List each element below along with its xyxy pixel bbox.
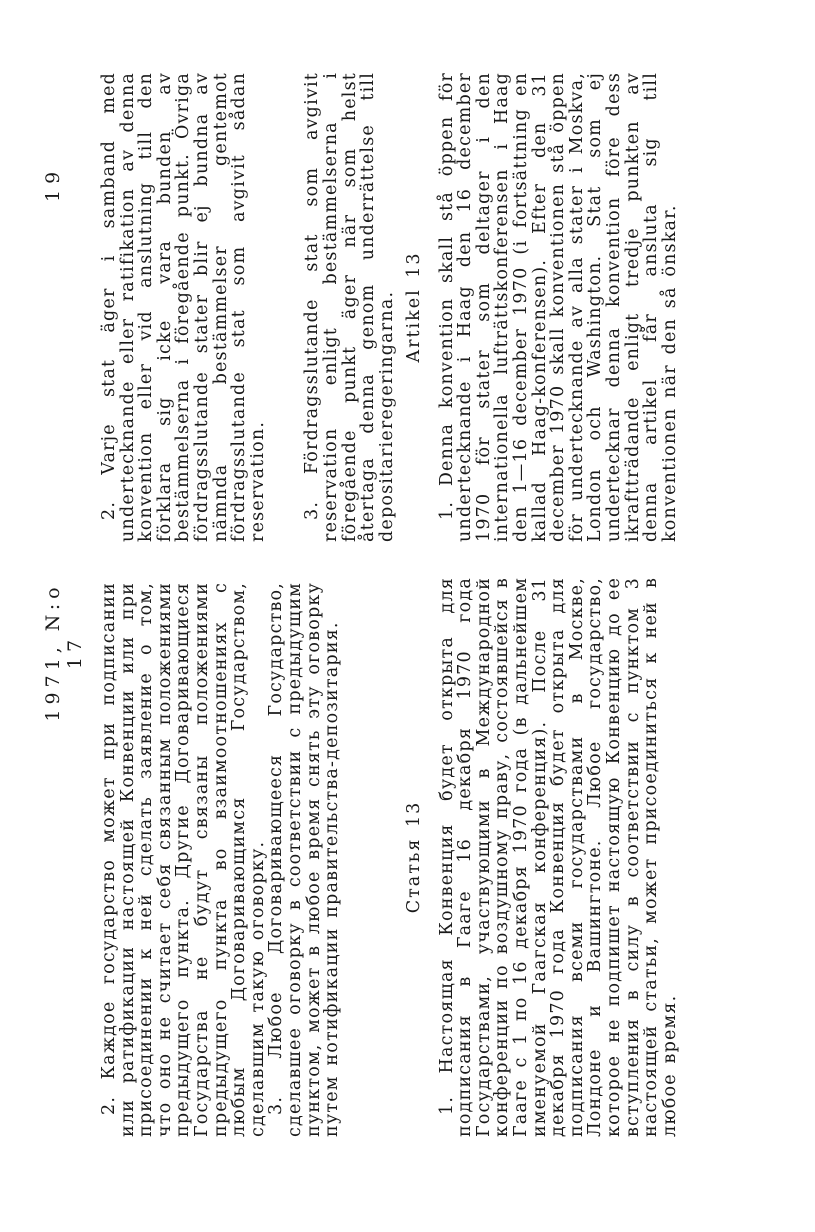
russian-paragraph-2: 2. Каждое государство может при подписании или ратификации настоящей Конвенции или при присоединении к ней сделать заявление о том, что оно не считает себя связанным положениями предыдущего пункта. Другие Договаривающиеся Государства не будут связаны положениями предыдущего пункта во взаимоотношениях с любым Договаривающимся Государством, сделавшим такую оговорку. bbox=[99, 582, 268, 1137]
running-header bbox=[40, 0, 86, 1232]
swedish-column-article bbox=[405, 72, 679, 542]
russian-column-article bbox=[405, 577, 679, 1137]
russian-column-top bbox=[100, 582, 342, 1137]
page-number: 19 bbox=[42, 165, 64, 202]
swedish-article-heading: Artikel 13 bbox=[404, 251, 424, 363]
swedish-paragraph-2: 2. Varje stat äger i samband med undertecknande eller ratifikation av denna konvention eller vid anslutning till den förklara sig icke vara bunden av bestämmelserna i föregående punkt. Övriga fördragsslutande stater blir ej bundna av nämnda bestämmelser gentemot fördragsslutande stat som avgivit sådan reservation. bbox=[99, 72, 268, 542]
header-title: 1971, N:o 17 bbox=[42, 582, 86, 722]
swedish-paragraph-3: 3. Fördragsslutande stat som avgivit reservation enligt bestämmelserna i föregående punkt äger när som helst återtaga denna genom underrättelse till depositarieregeringarna. bbox=[302, 72, 397, 542]
swedish-column-top bbox=[100, 72, 396, 542]
russian-article-heading: Статья 13 bbox=[404, 800, 424, 914]
swedish-article-paragraph-1: 1. Denna konvention skall stå öppen för undertecknande i Haag den 16 december 1970 för stater som deltager i den internationella lufträttskonferensen i Haag den 1—16 december 1970 (i fortsättning en kallad Haag-konferensen). Efter den 31 december 1970 skall konventionen stå öppen för undertecknande av alla stater i Moskva, London och Washington. Stat som ej undertecknar denna konvention före dess ikraftträdande enligt tredje punkten av denna artikel får ansluta sig till konventionen när den så önskar. bbox=[436, 72, 680, 542]
russian-paragraph-3: 3. Любое Договаривающееся Государство, сделавшее оговорку в соответствии с предыдущим пунктом, может в любое время снять эту оговорку путем нотификации правительства-депозитария. bbox=[266, 582, 343, 1137]
russian-article-paragraph-1: 1. Настоящая Конвенция будет открыта для подписания в Гааге 16 декабря 1970 года Государствами, участвующими в Международной конференции по воздушному праву, состоявшейся в Гааге с 1 по 16 декабря 1970 года (в дальнейшем именуемой Гаагская конференция). После 31 декабря 1970 года Конвенция будет открыта для подписания всеми государствами в Москве, Лондоне и Вашингтоне. Любое государство, которое не подпишет настоящую Конвенцию до ее вступления в силу в соответствии с пунктом 3 настоящей статьи, может присоединиться к ней в любое время. bbox=[436, 577, 680, 1137]
